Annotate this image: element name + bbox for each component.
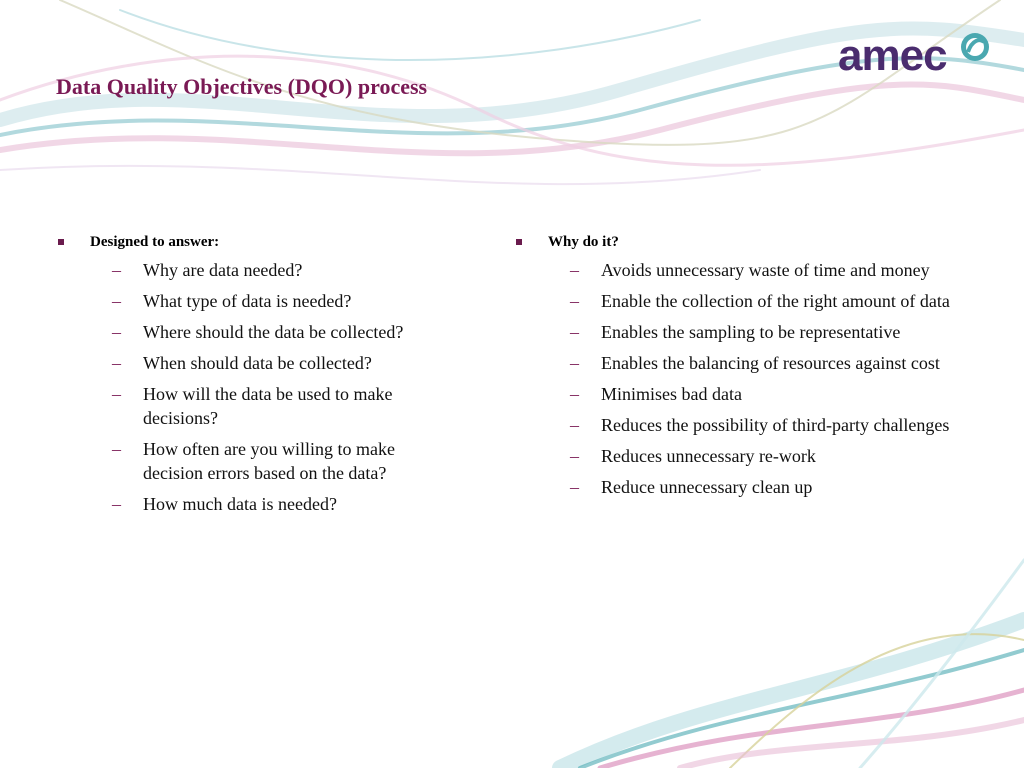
dash-bullet-icon: – — [570, 446, 579, 466]
list-item: – Avoids unnecessary waste of time and money — [570, 260, 930, 280]
list-item: – Why are data needed? — [112, 260, 303, 280]
dash-bullet-icon: – — [570, 260, 579, 280]
dash-bullet-icon: – — [570, 415, 579, 435]
list-item: – When should data be collected? — [112, 353, 372, 373]
list-item: – Enables the balancing of resources against cost — [570, 353, 940, 373]
dash-bullet-icon: – — [112, 384, 121, 404]
list-item: – How much data is needed? — [112, 494, 337, 514]
dash-bullet-icon: – — [570, 291, 579, 311]
logo-text: amec — [838, 31, 947, 80]
slide-title: Data Quality Objectives (DQO) process — [56, 74, 428, 99]
list-item: – Reduce unnecessary clean up — [570, 477, 813, 497]
list-item: – Minimises bad data — [570, 384, 742, 404]
dash-bullet-icon: – — [570, 353, 579, 373]
square-bullet-icon — [516, 239, 522, 245]
amec-logo — [838, 26, 994, 86]
list-item: – Enables the sampling to be representative — [570, 322, 901, 342]
dash-bullet-icon: – — [112, 260, 121, 280]
left-heading: Designed to answer: — [90, 234, 220, 250]
dash-bullet-icon: – — [112, 439, 121, 459]
list-item: – How will the data be used to make decisions? — [112, 384, 393, 428]
list-item: – What type of data is needed? — [112, 291, 352, 311]
right-sub-list — [514, 258, 954, 499]
amec-swirl-icon — [958, 30, 992, 64]
dash-bullet-icon: – — [112, 353, 121, 373]
left-bullet — [56, 232, 456, 252]
square-bullet-icon — [58, 239, 64, 245]
list-item: – How often are you willing to make decision errors based on the data? — [112, 439, 395, 483]
list-item: – Reduces the possibility of third-party challenges — [570, 415, 950, 435]
right-column — [514, 232, 954, 506]
dash-bullet-icon: – — [570, 322, 579, 342]
dash-bullet-icon: – — [112, 291, 121, 311]
list-item: – Where should the data be collected? — [112, 322, 404, 342]
left-column — [56, 232, 456, 523]
dash-bullet-icon: – — [570, 477, 579, 497]
list-item: – Enable the collection of the right amount of data — [570, 291, 950, 311]
right-heading: Why do it? — [548, 234, 619, 250]
dash-bullet-icon: – — [112, 494, 121, 514]
right-bullet — [514, 232, 954, 252]
list-item: – Reduces unnecessary re-work — [570, 446, 816, 466]
dash-bullet-icon: – — [112, 322, 121, 342]
left-sub-list — [56, 258, 456, 516]
dash-bullet-icon: – — [570, 384, 579, 404]
